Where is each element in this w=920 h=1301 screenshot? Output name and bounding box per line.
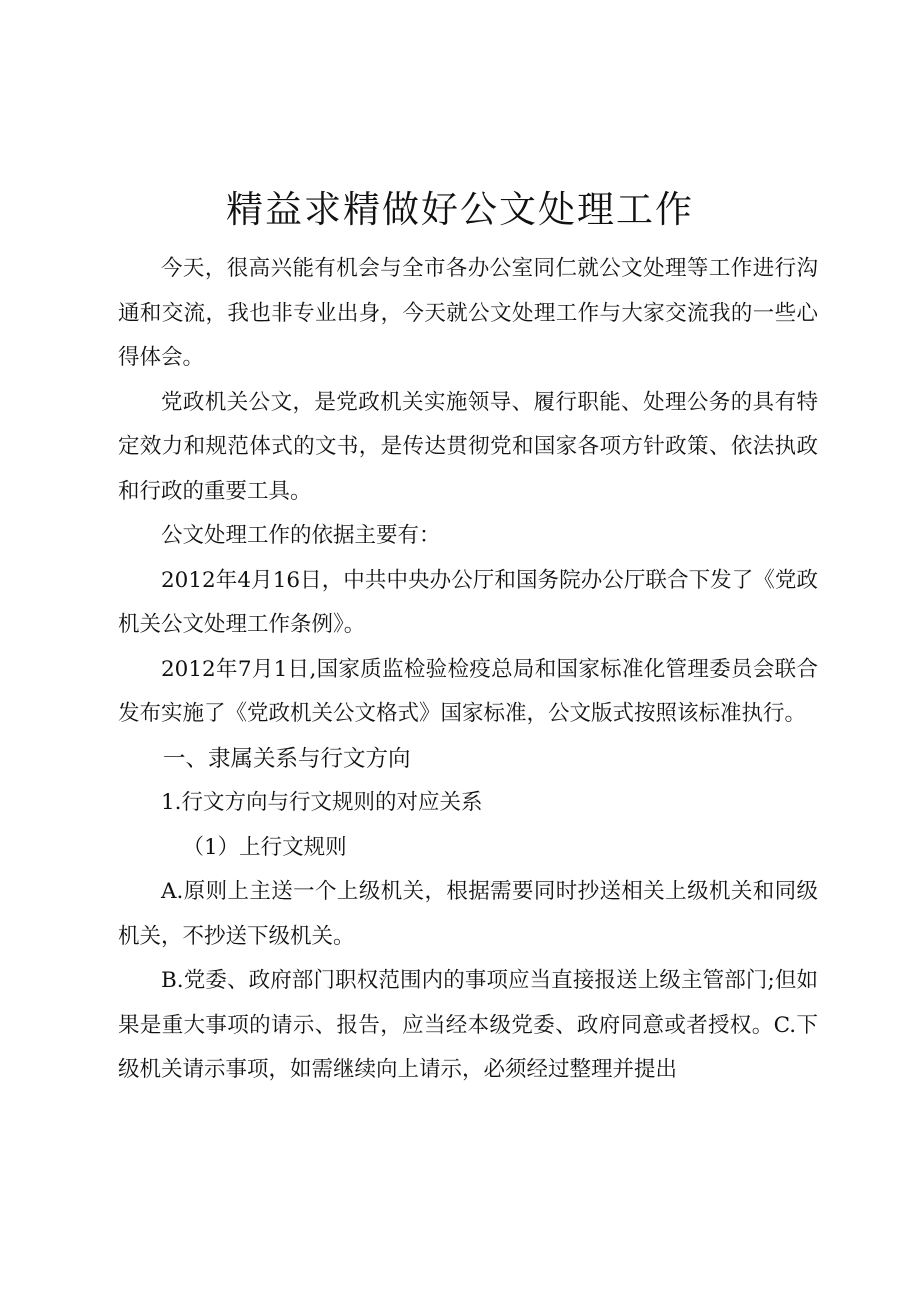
document-title: 精益求精做好公文处理工作 xyxy=(226,188,694,231)
subsection-heading-1-1: 1.行文方向与行文规则的对应关系 xyxy=(161,790,483,815)
rule-a: A.原则上主送一个上级机关，根据需要同时抄送相关上级机关和同级机关，不抄送下级机关。 xyxy=(118,879,818,949)
section-heading-1: 一、隶属关系与行文方向 xyxy=(163,745,411,772)
paragraph-intro: 今天，很高兴能有机会与全市各办公室同仁就公文处理等工作进行沟通和交流，我也非专业出身，今天就公文处理工作与大家交流我的一些心得体会。 xyxy=(118,256,818,370)
paragraph-regulation-2012-04: 2012年4月16日，中共中央办公厅和国务院办公厅联合下发了《党政机关公文处理工作条例》。 xyxy=(118,567,818,637)
document-body xyxy=(118,247,818,1093)
sub-subsection-heading-upward: （1）上行文规则 xyxy=(182,834,347,860)
paragraph-basis-intro: 公文处理工作的依据主要有： xyxy=(161,523,441,548)
paragraph-definition: 党政机关公文，是党政机关实施领导、履行职能、处理公务的具有特定效力和规范体式的文书，是传达贯彻党和国家各项方针政策、依法执政和行政的重要工具。 xyxy=(118,389,818,504)
paragraph-standard-2012-07: 2012年7月1日,国家质监检验检疫总局和国家标准化管理委员会联合发布实施了《党政机关公文格式》国家标准，公文版式按照该标准执行。 xyxy=(118,656,818,726)
rule-b-c: B.党委、政府部门职权范围内的事项应当直接报送上级主管部门;但如果是重大事项的请示、报告，应当经本级党委、政府同意或者授权。C.下级机关请示事项，如需继续向上请示，必须经过整理并提出 xyxy=(118,968,818,1082)
